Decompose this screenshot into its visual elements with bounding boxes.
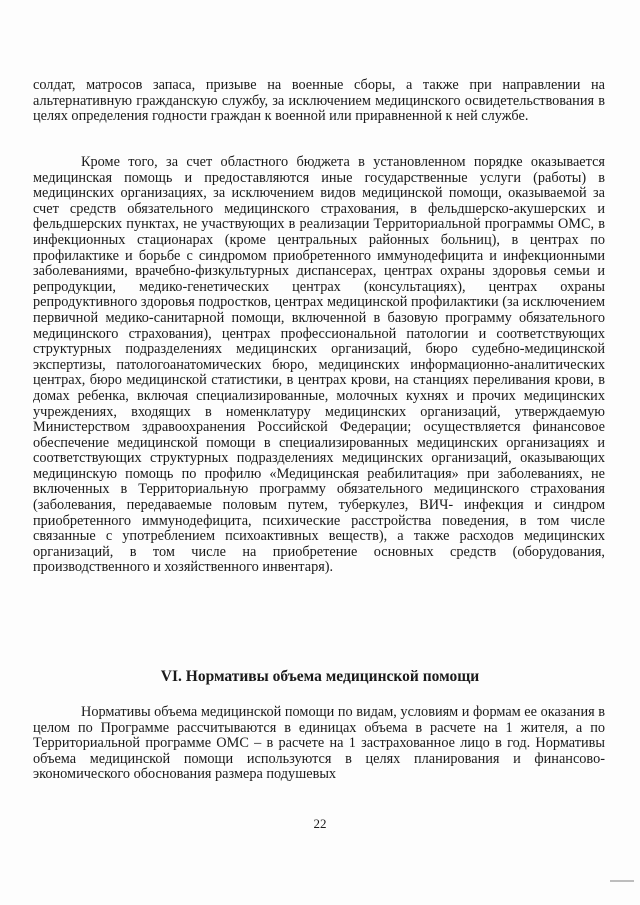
scan-edge-mark xyxy=(610,880,634,882)
paragraph-continuation: солдат, матросов запаса, призыве на военные сборы, а также при направлении на альтернативную гражданскую службу, за исключением медицинского освидетельствования в целях определения годности граждан к военной или приравненной к ней службе. xyxy=(33,77,605,125)
page-number: 22 xyxy=(313,816,327,831)
text-block-continuation xyxy=(33,78,605,125)
text-block-regional-budget xyxy=(33,155,605,576)
section-heading: VI. Нормативы объема медицинской помощи xyxy=(160,668,480,685)
text-block-norms xyxy=(33,705,605,783)
paragraph-norms: Нормативы объема медицинской помощи по видам, условиям и формам ее оказания в целом по Программе рассчитываются в единицах объема в расчете на 1 жителя, а по Территориальной программе ОМС – в расчете на 1 застрахованное лицо в год. Нормативы объема медицинской помощи используются в целях планирования и финансово-экономического обоснования размера подушевых xyxy=(33,704,605,783)
paragraph-regional-budget: Кроме того, за счет областного бюджета в установленном порядке оказывается медицинская помощь и предоставляются иные государственные услуги (работы) в медицинских организациях, за исключением видов медицинской помощи, оказываемой за счет средств обязательного медицинского страхования, в фельдшерско-акушерских и фельдшерских пунктах, не участвующих в реализации Территориальной программы ОМС, в инфекционных стационарах (кроме центральных районных больниц), в центрах по профилактике и борьбе с синдромом приобретенного иммунодефицита и инфекционными заболеваниями, врачебно-физкультурных диспансерах, центрах охраны здоровья семьи и репродукции, медико-генетических центрах (консультациях), центрах охраны репродуктивного здоровья подростков, центрах медицинской профилактики (за исключением первичной медико-санитарной помощи, включенной в базовую программу обязательного медицинского страхования), центрах профессиональной патологии и соответствующих структурных подразделениях медицинских организаций, бюро судебно-медицинской экспертизы, патологоанатомических бюро, медицинских информационно-аналитических центрах, бюро медицинской статистики, в центрах крови, на станциях переливания крови, в домах ребенка, включая специализированные, молочных кухнях и прочих медицинских учреждениях, входящих в номенклатуру медицинских организаций, утверждаемую Министерством здравоохранения Российской Федерации; осуществляется финансовое обеспечение медицинской помощи в специализированных медицинских организациях и соответствующих структурных подразделениях медицинских организаций, оказывающих медицинскую помощь по профилю «Медицинская реабилитация» при заболеваниях, не включенных в Территориальную программу обязательного медицинского страхования (заболевания, передаваемые половым путем, туберкулез, ВИЧ- инфекция и синдром приобретенного иммунодефицита, психические расстройства поведения, в том числе связанные с употреблением психоактивных веществ), а также расходов медицинских организаций, в том числе на приобретение основных средств (оборудования, производственного и хозяйственного инвентаря). xyxy=(33,154,605,576)
